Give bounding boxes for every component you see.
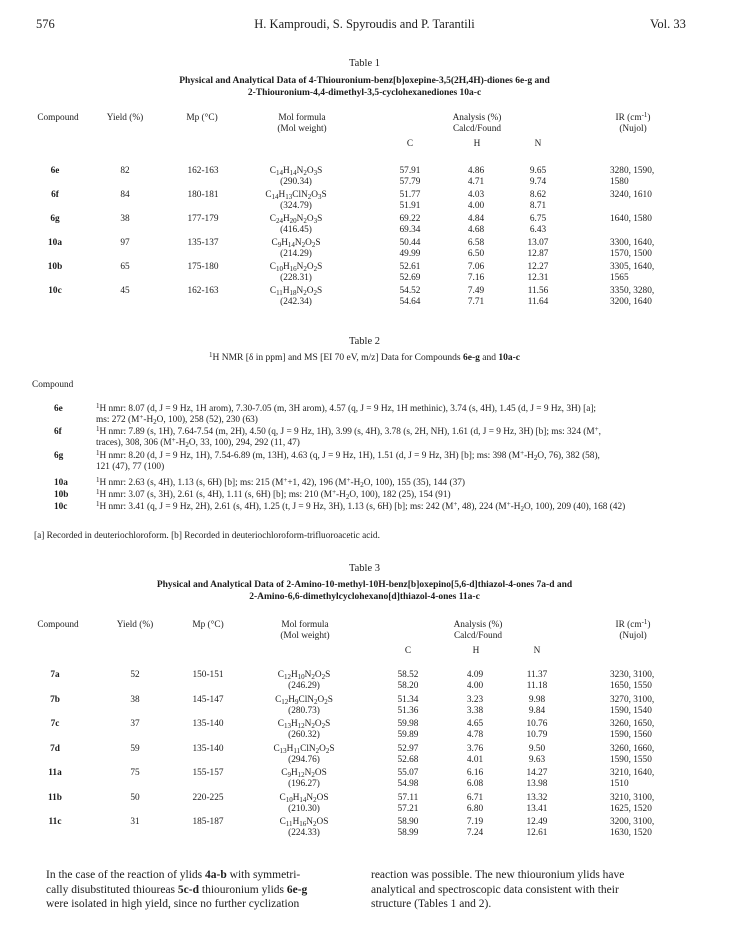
analysis-n-calcd: 13.07 — [527, 238, 549, 248]
mol-formula: $C_{11}H_{18}N_2O_2S$ — [269, 286, 323, 297]
body-line: structure (Tables 1 and 2). — [371, 898, 492, 910]
ir-values: 3300, 1640, — [610, 238, 655, 248]
compound-id: 11a — [48, 768, 62, 778]
body-line: In the case of the reaction of ylids 4a-b with symmetri- — [46, 869, 301, 881]
col-compound: Compound — [37, 620, 79, 630]
table1-title: Table 1 — [348, 58, 381, 69]
analysis-c-calcd: 69.22 — [399, 214, 421, 224]
mp-value: 175-180 — [187, 262, 219, 272]
analysis-n-calcd: 12.27 — [527, 262, 549, 272]
table-row — [0, 286, 729, 308]
mol-weight: (196.27) — [288, 779, 320, 789]
table-row — [0, 719, 729, 741]
table-row — [0, 817, 729, 839]
analysis-c-calcd: 59.98 — [397, 719, 419, 729]
analysis-h-found: 7.71 — [467, 297, 485, 307]
col-h: H — [472, 646, 480, 656]
mp-value: 162-163 — [187, 166, 219, 176]
col-analysis: Analysis (%) — [453, 620, 503, 630]
yield-value: 59 — [130, 743, 140, 754]
ir-values-cont: 1650, 1550 — [610, 681, 652, 691]
analysis-c-found: 69.34 — [399, 225, 421, 235]
ir-values-cont: 1510 — [610, 779, 629, 789]
yield-value: 65 — [120, 262, 130, 272]
yield-value: 31 — [130, 817, 140, 827]
col-n: N — [534, 139, 542, 149]
compound-id: 10c — [48, 286, 62, 296]
analysis-c-found: 59.89 — [397, 730, 419, 740]
analysis-h-calcd: 6.16 — [466, 768, 484, 778]
compound-id: 10a — [48, 238, 62, 248]
ir-values: 3350, 3280, — [610, 286, 655, 296]
compound-id: 11b — [48, 792, 62, 803]
analysis-h-calcd: 6.71 — [466, 792, 484, 803]
mp-value: 177-179 — [187, 214, 219, 224]
mol-weight: (280.73) — [288, 705, 320, 716]
col-mp: Mp (°C) — [192, 620, 224, 630]
analysis-h-calcd: 3.23 — [466, 694, 484, 705]
mp-value: 135-140 — [192, 743, 224, 754]
ir-values: 3270, 3100, — [610, 694, 655, 705]
mp-value: 135-137 — [187, 238, 219, 248]
analysis-n-found: 6.43 — [529, 225, 547, 235]
analysis-c-calcd: 51.77 — [399, 190, 421, 200]
analysis-h-found: 4.00 — [467, 201, 485, 211]
body-line: analytical and spectroscopic data consistent with their — [371, 883, 619, 896]
mp-value: 145-147 — [192, 694, 224, 705]
ir-values: 3240, 1610 — [610, 190, 652, 200]
ir-values-cont: 3200, 1640 — [610, 297, 652, 307]
compound-id: 6g — [50, 214, 60, 224]
analysis-n-found: 12.61 — [526, 828, 548, 838]
mp-value: 162-163 — [187, 286, 219, 296]
ir-values-cont: 1590, 1540 — [610, 705, 652, 716]
compound-id: 7c — [50, 719, 60, 729]
mp-value: 135-140 — [192, 719, 224, 729]
ir-values-cont: 1590, 1550 — [610, 754, 652, 765]
analysis-n-calcd: 12.49 — [526, 817, 548, 827]
compound-id: 7b — [50, 694, 60, 705]
body-line: cally disubstituted thioureas 5c-d thiouronium ylids 6e-g — [46, 883, 308, 896]
compound-id: 10a — [54, 478, 68, 488]
ir-values-cont: 1565 — [610, 273, 629, 283]
table-row — [0, 262, 729, 284]
col-n: N — [533, 646, 541, 656]
analysis-c-found: 49.99 — [399, 249, 421, 259]
mol-weight: (210.30) — [288, 803, 320, 814]
table2-caption: $^1$H NMR [δ in ppm] and MS [EI 70 eV, m/z] Data for Compounds 6e-g and 10a-c — [209, 351, 520, 363]
analysis-h-found: 4.78 — [466, 730, 484, 740]
body-column-right — [371, 868, 691, 912]
compound-id: 7d — [50, 743, 60, 754]
analysis-n-found: 12.31 — [527, 273, 549, 283]
analysis-n-found: 12.87 — [527, 249, 549, 259]
table-row — [0, 670, 729, 692]
ir-values: 3200, 3100, — [610, 817, 655, 827]
analysis-n-calcd: 9.98 — [528, 694, 546, 705]
mol-formula: $C_9H_{12}N_2OS$ — [281, 768, 327, 779]
yield-value: 50 — [130, 792, 140, 803]
ir-values: 1640, 1580 — [610, 214, 652, 224]
analysis-h-calcd: 7.49 — [467, 286, 485, 296]
table2-title: Table 2 — [348, 336, 381, 347]
yield-value: 52 — [130, 670, 140, 680]
body-line: reaction was possible. The new thiouronium ylids have — [371, 869, 625, 881]
analysis-c-calcd: 57.11 — [397, 792, 419, 803]
mol-formula: $C_{10}H_{14}N_2OS$ — [279, 792, 329, 804]
analysis-c-calcd: 51.34 — [397, 694, 419, 705]
mol-formula: $C_{12}H_9ClN_2O_2S$ — [275, 694, 333, 706]
body-line: were isolated in high yield, since no further cyclization — [46, 898, 300, 910]
mol-weight: (214.29) — [280, 249, 312, 259]
col-formula: Mol formula — [281, 620, 329, 630]
analysis-h-found: 6.50 — [467, 249, 485, 259]
table-row — [0, 695, 729, 717]
analysis-c-calcd: 58.52 — [397, 670, 419, 680]
analysis-h-calcd: 4.03 — [467, 190, 485, 200]
running-header-authors: H. Kamproudi, S. Spyroudis and P. Tarantili — [254, 17, 475, 31]
ir-values: 3260, 1650, — [610, 719, 655, 729]
col-formula-sub: (Mol weight) — [280, 631, 330, 641]
analysis-n-found: 11.64 — [527, 297, 549, 307]
table2-footnote: [a] Recorded in deuteriochloroform. [b] Recorded in deuteriochloroform-trifluoroacetic acid. — [34, 531, 380, 541]
ir-values: 3280, 1590, — [610, 166, 655, 176]
analysis-n-calcd: 11.56 — [527, 286, 549, 296]
compound-id: 10b — [54, 490, 69, 500]
table3-title: Table 3 — [348, 563, 381, 574]
compound-id: 10b — [47, 262, 63, 272]
table3-caption-line1: Physical and Analytical Data of 2-Amino-10-methyl-10H-benz[b]oxepino[5,6-d]thiazol-4-ones 7a-d and — [156, 580, 573, 590]
volume-label: Vol. 33 — [650, 17, 686, 31]
mol-formula: $C_{13}H_{12}N_2O_2S$ — [277, 719, 331, 730]
analysis-n-calcd: 6.75 — [529, 214, 547, 224]
analysis-c-calcd: 57.91 — [399, 166, 421, 176]
analysis-c-calcd: 52.97 — [397, 743, 419, 754]
analysis-n-calcd: 13.32 — [526, 792, 548, 803]
compound-id: 6f — [51, 190, 59, 200]
yield-value: 84 — [120, 190, 130, 200]
analysis-h-calcd: 6.58 — [467, 238, 485, 248]
col-h: H — [473, 139, 481, 149]
yield-value: 97 — [120, 238, 130, 248]
analysis-h-found: 6.80 — [466, 803, 484, 814]
table3-header — [0, 620, 729, 660]
analysis-c-found: 51.91 — [399, 201, 421, 211]
analysis-h-calcd: 3.76 — [466, 743, 484, 754]
col-compound: Compound — [37, 113, 79, 123]
col-analysis-sub: Calcd/Found — [452, 124, 502, 134]
analysis-h-calcd: 7.19 — [466, 817, 484, 827]
mol-weight: (242.34) — [280, 297, 312, 307]
table-row — [0, 214, 729, 236]
compound-id: 6g — [54, 451, 64, 461]
mol-formula: $C_{24}H_{20}N_2O_3S$ — [269, 214, 323, 225]
analysis-h-found: 4.00 — [466, 681, 484, 691]
ir-values: 3260, 1660, — [610, 743, 655, 754]
ir-values: 3210, 3100, — [610, 792, 655, 803]
mp-value: 155-157 — [192, 768, 224, 778]
analysis-h-found: 3.38 — [466, 705, 484, 716]
mol-formula: $C_{14}H_{14}N_2O_3S$ — [269, 166, 323, 177]
mp-value: 185-187 — [192, 817, 224, 827]
nmr-ms-data: $^1$H nmr: 8.07 (d, J = 9 Hz, 1H arom), 7.30-7.05 (m, 3H arom), 4.57 (q, J = 9 Hz, 1H methinic), 3.74 (s, 4H), 1.45 (d, J = 9 Hz, 3H) [a]; ms: 272 ($M^+-H_2O$, 100), 258 (52), 230 (63) — [96, 402, 597, 427]
col-formula: Mol formula — [278, 113, 326, 123]
yield-value: 37 — [130, 719, 140, 729]
col-analysis-sub: Calcd/Found — [453, 631, 503, 641]
mol-weight: (228.31) — [280, 273, 312, 283]
analysis-c-found: 54.98 — [397, 779, 419, 789]
analysis-c-found: 52.69 — [399, 273, 421, 283]
table-row — [0, 166, 729, 188]
mp-value: 180-181 — [187, 190, 219, 200]
page-number: 576 — [36, 17, 55, 31]
mol-weight: (294.76) — [288, 754, 320, 765]
col-c: C — [406, 139, 414, 149]
table-row — [0, 793, 729, 815]
table1-caption-line2: 2-Thiouronium-4,4-dimethyl-3,5-cyclohexanediones 10a-c — [247, 88, 482, 98]
analysis-c-calcd: 50.44 — [399, 238, 421, 248]
mol-formula: $C_{12}H_{10}N_2O_2S$ — [277, 670, 331, 681]
nmr-ms-data: $^1$H nmr: 3.41 (q, J = 9 Hz, 2H), 2.61 (s, 4H), 1.25 (t, J = 9 Hz, 3H), 1.13 (s, 6H) [b]; ms: 242 (M+, 48), 224 ($M^+-H_2O$, 100), 209 (40), 168 (42) — [96, 500, 626, 513]
col-c: C — [404, 646, 412, 656]
mp-value: 150-151 — [192, 670, 224, 680]
ir-values-cont: 1570, 1500 — [610, 249, 652, 259]
yield-value: 38 — [120, 214, 130, 224]
table1-caption-line1: Physical and Analytical Data of 4-Thiouronium-benz[b]oxepine-3,5(2H,4H)-diones 6e-g and — [179, 76, 550, 86]
mol-formula: $C_{11}H_{16}N_2OS$ — [279, 817, 329, 828]
yield-value: 45 — [120, 286, 130, 296]
analysis-n-found: 11.18 — [526, 681, 548, 691]
compound-id: 10c — [54, 502, 68, 512]
analysis-h-found: 7.24 — [466, 828, 484, 838]
analysis-c-found: 58.99 — [397, 828, 419, 838]
analysis-n-found: 13.98 — [526, 779, 548, 789]
analysis-c-found: 57.79 — [399, 177, 421, 187]
col-yield: Yield (%) — [106, 113, 144, 123]
col-ir-sub: (Nujol) — [619, 124, 647, 134]
analysis-n-found: 10.79 — [526, 730, 548, 740]
yield-value: 82 — [120, 166, 130, 176]
col-ir: IR $(cm^{-1})$ — [615, 111, 651, 123]
analysis-h-found: 7.16 — [467, 273, 485, 283]
analysis-c-found: 52.68 — [397, 754, 419, 765]
compound-id: 7a — [50, 670, 60, 680]
ir-values-cont: 1630, 1520 — [610, 828, 652, 838]
analysis-h-found: 4.68 — [467, 225, 485, 235]
mol-weight: (416.45) — [280, 225, 312, 235]
analysis-n-calcd: 9.65 — [529, 166, 547, 176]
col-yield: Yield (%) — [116, 620, 154, 630]
analysis-h-calcd: 7.06 — [467, 262, 485, 272]
table-row — [0, 238, 729, 260]
col-analysis: Analysis (%) — [452, 113, 502, 123]
ir-values-cont: 1625, 1520 — [610, 803, 652, 814]
ir-values: 3210, 1640, — [610, 768, 655, 778]
analysis-c-calcd: 52.61 — [399, 262, 421, 272]
mol-weight: (290.34) — [280, 177, 312, 187]
col-ir-sub: (Nujol) — [619, 631, 647, 641]
nmr-ms-data: $^1$H nmr: 7.89 (s, 1H), 7.64-7.54 (m, 2H), 4.50 (q, J = 9 Hz, 1H), 3.99 (s, 4H), 3.78 (s, 2H, NH), 1.61 (d, J = 9 Hz, 3H) [b]; ms: 324 (M+, traces), 308, 306 ($M^+-H_2O$, 33, 100), 294, 292 (11, 47) — [96, 425, 601, 450]
table-row — [0, 768, 729, 790]
nmr-ms-data: $^1$H nmr: 8.20 (d, J = 9 Hz, 1H), 7.54-6.89 (m, 13H), 4.63 (q, J = 9 Hz, 1H), 1.51 (d, J = 9 Hz, 3H) [b]; ms: 398 ($M^+-H_2O$, 76), 382 (58), 121 (47), 77 (100) — [96, 449, 600, 473]
mol-weight: (324.79) — [280, 201, 312, 211]
analysis-h-calcd: 4.65 — [466, 719, 484, 729]
analysis-h-calcd: 4.09 — [466, 670, 484, 680]
compound-id: 6f — [54, 427, 62, 437]
table1-header — [0, 113, 729, 153]
ir-values: 3305, 1640, — [610, 262, 655, 272]
compound-id: 6e — [54, 404, 63, 414]
mol-formula: $C_{10}H_{16}N_2O_2S$ — [269, 262, 323, 273]
analysis-n-found: 9.63 — [528, 754, 546, 765]
analysis-h-calcd: 4.84 — [467, 214, 485, 224]
analysis-n-found: 8.71 — [529, 201, 547, 211]
analysis-n-calcd: 9.50 — [528, 743, 546, 754]
analysis-h-found: 4.71 — [467, 177, 485, 187]
ir-values: 3230, 3100, — [610, 670, 655, 680]
table-row — [0, 744, 729, 766]
nmr-ms-data: $^1$H nmr: 2.63 (s, 4H), 1.13 (s, 6H) [b]; ms: 215 (M++1, 42), 196 ($M^+-H_2O$, 100), 155 (35), 144 (37) — [96, 476, 466, 489]
mol-formula: $C_9H_{14}N_2O_2S$ — [271, 238, 321, 249]
col-mp: Mp (°C) — [186, 113, 218, 123]
analysis-c-found: 58.20 — [397, 681, 419, 691]
analysis-h-calcd: 4.86 — [467, 166, 485, 176]
analysis-n-calcd: 11.37 — [526, 670, 548, 680]
compound-id: 6e — [50, 166, 60, 176]
analysis-c-found: 51.36 — [397, 705, 419, 716]
nmr-ms-data: $^1$H nmr: 3.07 (s, 3H), 2.61 (s, 4H), 1.11 (s, 6H) [b]; ms: 210 ($M^+-H_2O$, 100), 182 (25), 154 (91) — [96, 488, 451, 501]
ir-values-cont: 1580 — [610, 177, 629, 187]
analysis-c-calcd: 58.90 — [397, 817, 419, 827]
analysis-c-found: 54.64 — [399, 297, 421, 307]
analysis-h-found: 4.01 — [466, 754, 484, 765]
analysis-c-calcd: 54.52 — [399, 286, 421, 296]
table3-caption-line2: 2-Amino-6,6-dimethylcyclohexano[d]thiazol-4-ones 11a-c — [249, 592, 480, 602]
table-row — [0, 190, 729, 212]
mol-formula: $C_{13}H_{11}ClN_2O_2S$ — [273, 743, 335, 755]
analysis-h-found: 6.08 — [466, 779, 484, 789]
analysis-c-calcd: 55.07 — [397, 768, 419, 778]
analysis-n-found: 9.84 — [528, 705, 546, 716]
analysis-n-calcd: 8.62 — [529, 190, 547, 200]
analysis-n-calcd: 10.76 — [526, 719, 548, 729]
analysis-n-found: 9.74 — [529, 177, 547, 187]
mol-weight: (224.33) — [288, 828, 320, 838]
analysis-n-found: 13.41 — [526, 803, 548, 814]
mol-weight: (260.32) — [288, 730, 320, 740]
yield-value: 75 — [130, 768, 140, 778]
col-formula-sub: (Mol weight) — [277, 124, 327, 134]
compound-id: 11c — [48, 817, 62, 827]
table2-compound-header: Compound — [32, 380, 74, 390]
col-ir: IR $(cm^{-1})$ — [615, 618, 651, 630]
mol-formula: $C_{14}H_{13}ClN_2O_3S$ — [265, 190, 327, 201]
mp-value: 220-225 — [192, 792, 224, 803]
yield-value: 38 — [130, 694, 140, 705]
body-column-left — [46, 868, 356, 912]
analysis-c-found: 57.21 — [397, 803, 419, 814]
analysis-n-calcd: 14.27 — [526, 768, 548, 778]
mol-weight: (246.29) — [288, 681, 320, 691]
ir-values-cont: 1590, 1560 — [610, 730, 652, 740]
